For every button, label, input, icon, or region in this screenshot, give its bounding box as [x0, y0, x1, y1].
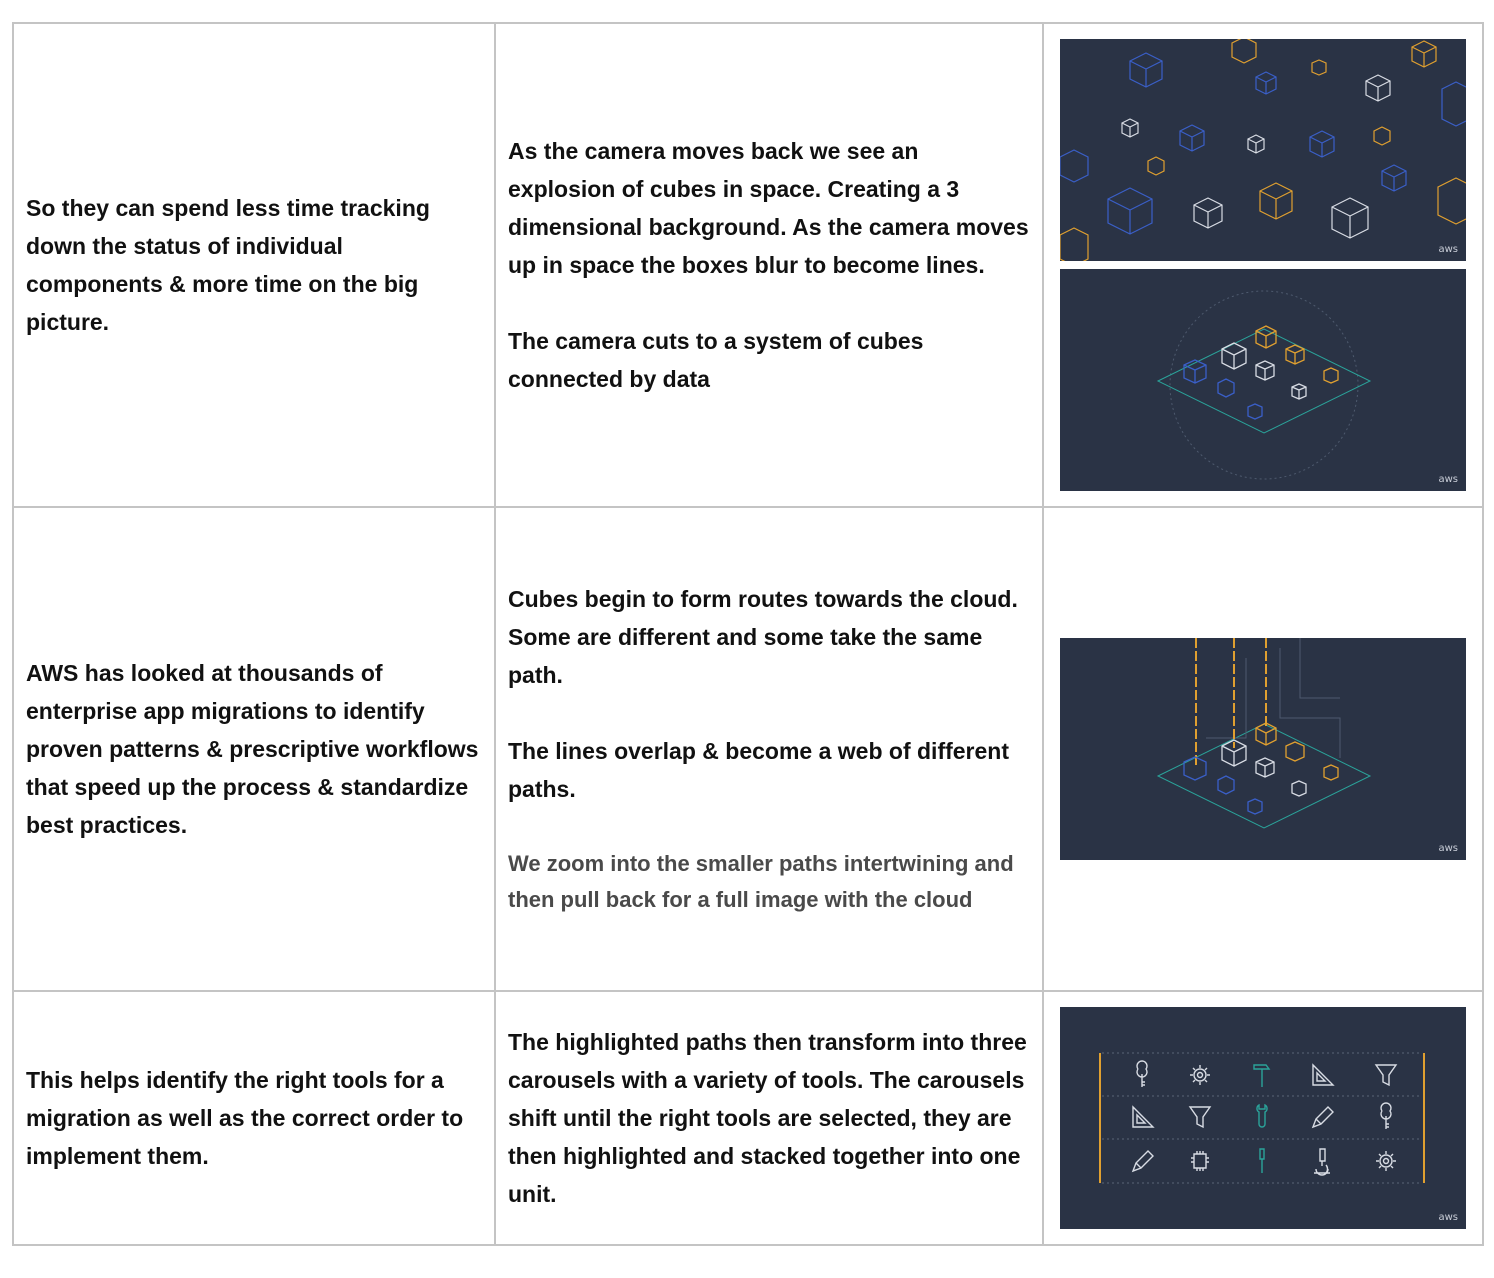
aws-logo-icon: aws — [1438, 843, 1458, 854]
funnel-icon — [1190, 1107, 1210, 1127]
triangle-ruler-icon — [1313, 1065, 1333, 1085]
aws-logo-icon: aws — [1438, 474, 1458, 485]
gear-icon — [1190, 1065, 1210, 1085]
narration-text: AWS has looked at thousands of enterprise app migrations to identify proven patterns & prescriptive workflows that speed up the process & standardize best practices. — [26, 660, 479, 838]
storyboard-frame-cube-system — [1060, 269, 1466, 491]
table-row — [13, 23, 1483, 507]
pencil-icon — [1133, 1151, 1153, 1171]
description-text: We zoom into the smaller paths intertwining and then pull back for a full image with the cloud — [508, 851, 1014, 912]
wrench-icon — [1257, 1105, 1267, 1127]
description-text: As the camera moves back we see an explosion of cubes in space. Creating a 3 dimensional background. As the camera moves up in space the boxes blur to become lines. — [508, 138, 1029, 278]
description-cell — [495, 991, 1043, 1245]
table-row — [13, 991, 1483, 1245]
aws-logo-icon: aws — [1438, 1212, 1458, 1223]
table-row — [13, 507, 1483, 991]
description-text: The lines overlap & become a web of different paths. — [508, 738, 1010, 802]
narration-cell — [13, 507, 495, 991]
narration-text: This helps identify the right tools for a migration as well as the correct order to implement them. — [26, 1067, 464, 1169]
aws-logo-icon: aws — [1438, 244, 1458, 255]
pencil-icon — [1313, 1107, 1333, 1127]
description-cell — [495, 23, 1043, 507]
cube-explosion-illustration — [1060, 39, 1466, 261]
narration-cell — [13, 991, 495, 1245]
triangle-ruler-icon — [1133, 1107, 1153, 1127]
storyboard-table — [12, 22, 1484, 1246]
hammer-icon — [1254, 1065, 1269, 1087]
description-cell — [495, 507, 1043, 991]
screwdriver-icon — [1260, 1149, 1264, 1173]
storyboard-frame-cube-routes — [1060, 638, 1466, 860]
storyboard-page — [12, 22, 1482, 1246]
visual-cell — [1043, 991, 1483, 1245]
narration-cell — [13, 23, 495, 507]
tool-carousels-illustration — [1060, 1007, 1466, 1229]
description-text: The highlighted paths then transform into three carousels with a variety of tools. The carousels shift until the right tools are selected, they are then highlighted and stacked together into one unit. — [508, 1029, 1027, 1207]
cube-system-illustration — [1060, 269, 1466, 491]
microscope-icon — [1314, 1149, 1330, 1175]
funnel-icon — [1376, 1065, 1396, 1085]
narration-text: So they can spend less time tracking down the status of individual components & more time on the big picture. — [26, 195, 430, 335]
cube-routes-illustration — [1060, 638, 1466, 860]
visual-cell — [1043, 23, 1483, 507]
gear-icon — [1376, 1151, 1396, 1171]
key-icon — [1381, 1103, 1391, 1129]
storyboard-frame-tool-carousels — [1060, 1007, 1466, 1229]
chip-icon — [1191, 1151, 1209, 1171]
description-text: Cubes begin to form routes towards the cloud. Some are different and some take the same path. — [508, 586, 1018, 688]
visual-cell — [1043, 507, 1483, 991]
description-text: The camera cuts to a system of cubes connected by data — [508, 328, 924, 392]
key-icon — [1137, 1061, 1147, 1087]
storyboard-frame-cube-explosion — [1060, 39, 1466, 261]
